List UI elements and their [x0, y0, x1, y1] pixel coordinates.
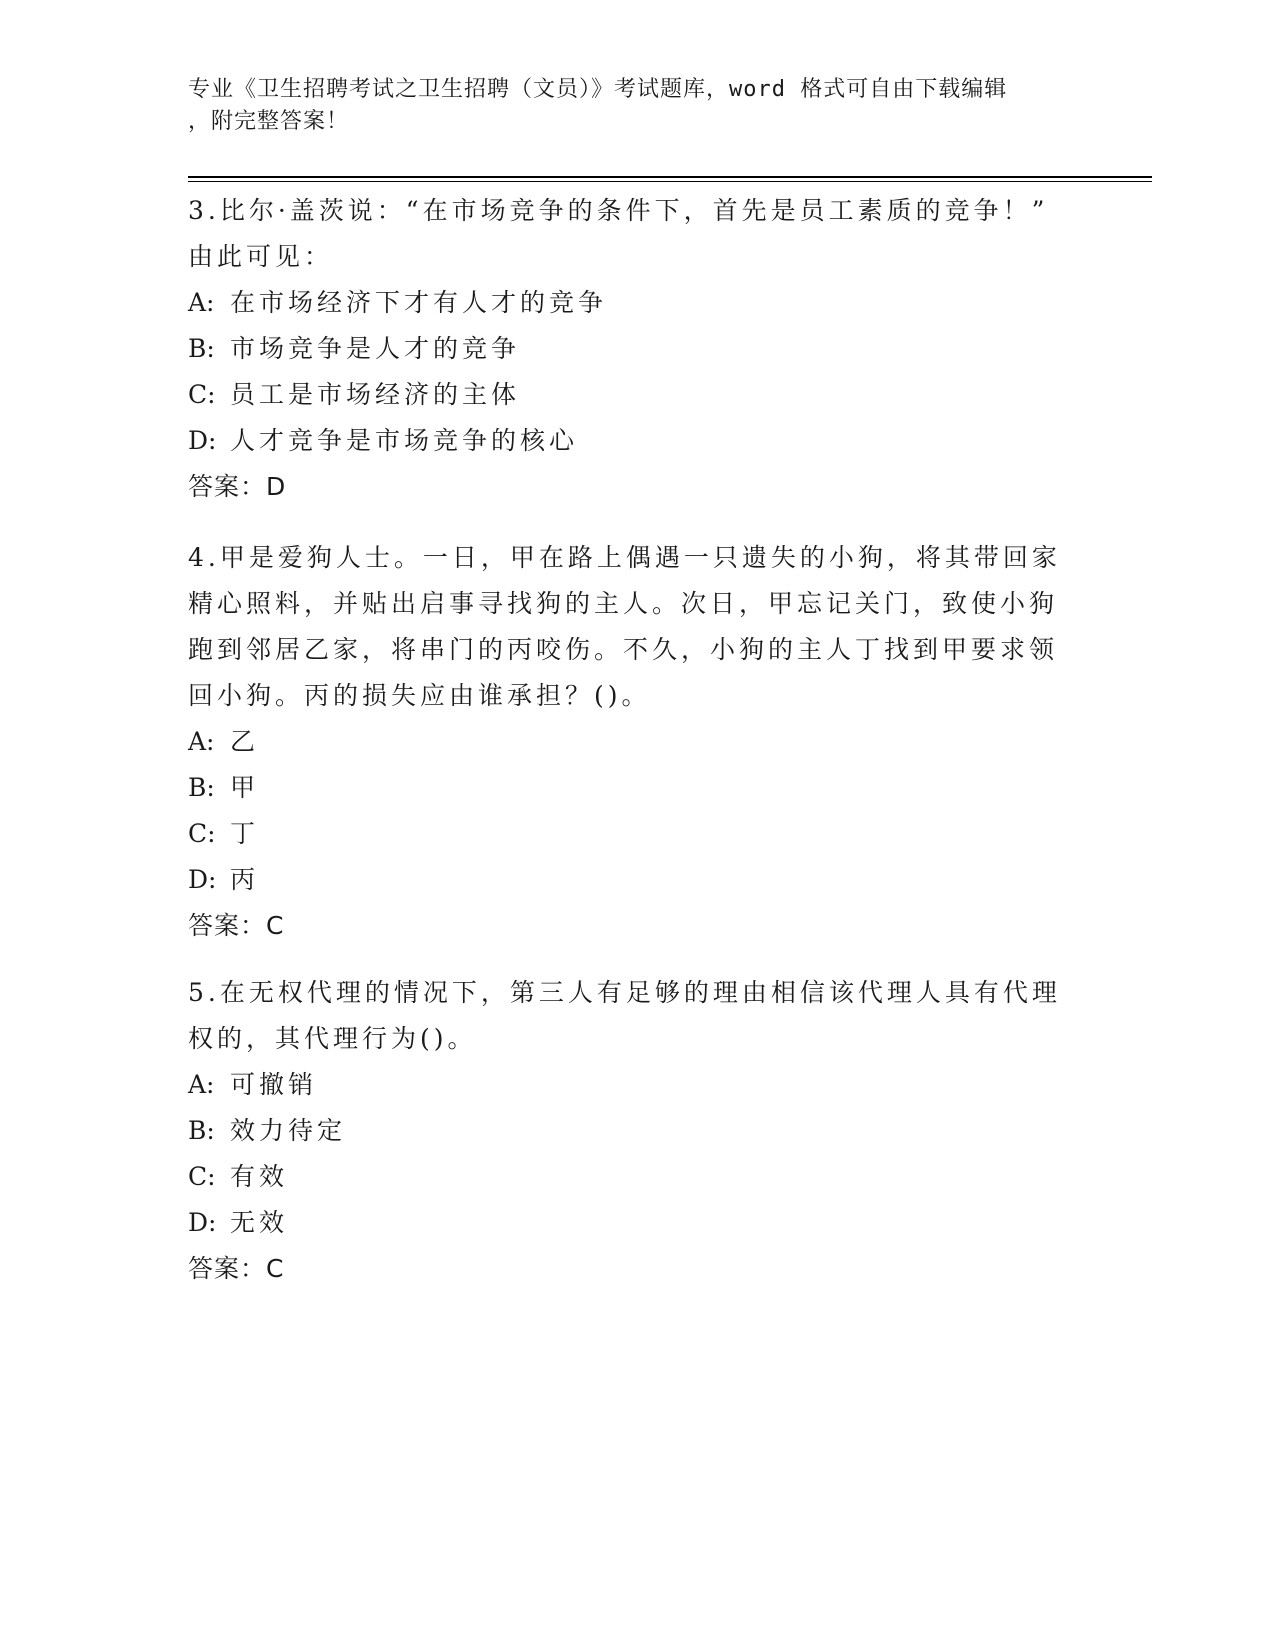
question-4	[188, 535, 1068, 949]
option-key: D:	[188, 865, 217, 894]
option-d	[188, 857, 1068, 903]
option-key: A:	[188, 288, 215, 317]
option-text: 可撤销	[230, 1070, 318, 1099]
option-key: C:	[188, 819, 216, 848]
question-stem-line: 权的，其代理行为()。	[188, 1024, 477, 1053]
question-stem-line: 精心照料，并贴出启事寻找狗的主人。次日，甲忘记关门，致使小狗	[188, 589, 1059, 618]
option-text: 丙	[230, 865, 260, 894]
option-text: 市场竞争是人才的竞争	[230, 334, 521, 363]
header-line-2: ，附完整答案！	[188, 109, 350, 134]
option-text: 有效	[230, 1162, 289, 1191]
option-c	[188, 1154, 1068, 1200]
option-text: 在市场经济下才有人才的竞争	[230, 288, 608, 317]
question-stem-line: 由此可见：	[188, 242, 334, 271]
option-text: 人才竞争是市场竞争的核心	[230, 426, 579, 455]
answer-line: 答案：C	[188, 911, 285, 940]
document-header	[188, 74, 1068, 138]
header-divider-thin	[188, 181, 1152, 182]
header-line-1: 专业《卫生招聘考试之卫生招聘（文员）》考试题库，word 格式可自由下载编辑	[188, 77, 1008, 102]
question-3	[188, 188, 1068, 510]
option-text: 无效	[230, 1208, 289, 1237]
option-b	[188, 765, 1068, 811]
option-a	[188, 719, 1068, 765]
question-stem-line: 5.在无权代理的情况下，第三人有足够的理由相信该代理人具有代理	[188, 978, 1061, 1007]
option-key: B:	[188, 334, 215, 363]
question-stem-line: 跑到邻居乙家，将串门的丙咬伤。不久，小狗的主人丁找到甲要求领	[188, 635, 1059, 664]
option-c	[188, 372, 1068, 418]
question-stem-line: 3.比尔·盖茨说：“在市场竞争的条件下，首先是员工素质的竞争！”	[188, 196, 1049, 225]
option-key: C:	[188, 380, 216, 409]
option-a	[188, 1062, 1068, 1108]
question-5	[188, 970, 1068, 1292]
option-text: 甲	[230, 773, 260, 802]
option-b	[188, 1108, 1068, 1154]
option-key: B:	[188, 1116, 215, 1145]
option-key: D:	[188, 1208, 217, 1237]
option-key: B:	[188, 773, 215, 802]
option-d	[188, 1200, 1068, 1246]
option-text: 丁	[230, 819, 260, 848]
option-text: 乙	[230, 727, 260, 756]
question-stem-line: 4.甲是爱狗人士。一日，甲在路上偶遇一只遗失的小狗，将其带回家	[188, 543, 1061, 572]
option-key: D:	[188, 426, 217, 455]
option-d	[188, 418, 1068, 464]
header-divider-thick	[188, 176, 1152, 178]
option-key: A:	[188, 727, 215, 756]
option-key: C:	[188, 1162, 216, 1191]
answer-line: 答案：C	[188, 1254, 285, 1283]
option-text: 员工是市场经济的主体	[230, 380, 521, 409]
answer-line: 答案：D	[188, 472, 287, 501]
option-b	[188, 326, 1068, 372]
option-c	[188, 811, 1068, 857]
question-stem-line: 回小狗。丙的损失应由谁承担？()。	[188, 681, 651, 710]
option-a	[188, 280, 1068, 326]
option-text: 效力待定	[230, 1116, 347, 1145]
option-key: A:	[188, 1070, 215, 1099]
